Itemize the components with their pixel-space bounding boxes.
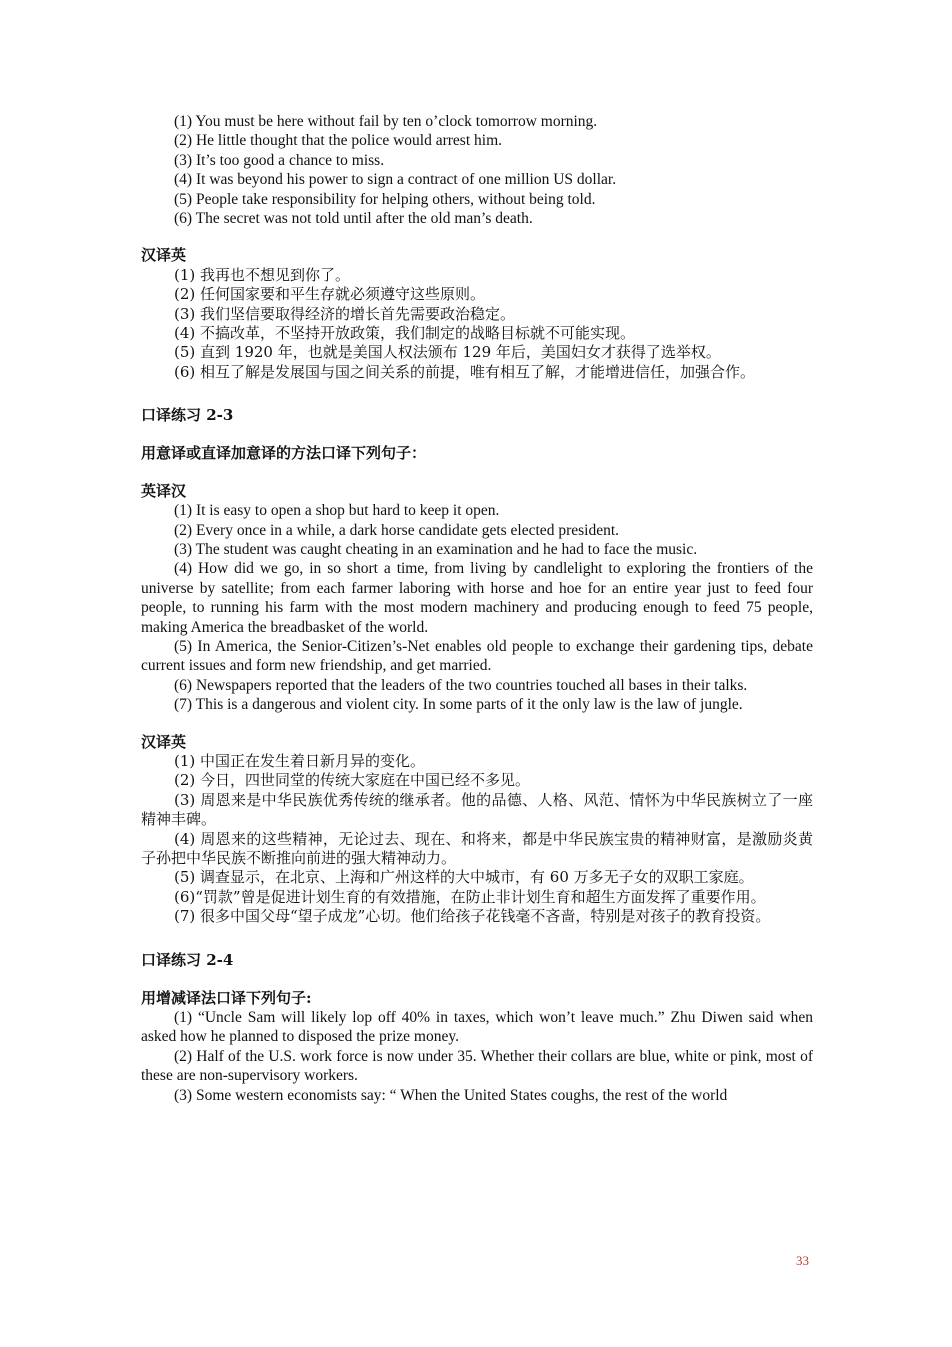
list-item: (4) How did we go, in so short a time, from living by candlelight to exploring the frontiers of the universe by satellite; from each farmer laboring with horse and hoe for an entire year just to feed four people, to running his farm with the most modern machinery and producing enough to feed 75 people, making America the breadbasket of the world. bbox=[141, 560, 813, 636]
list-item: (3) 周恩来是中华民族优秀传统的继承者。他的品德、人格、风范、情怀为中华民族树立了一座精神丰碑。 bbox=[141, 790, 813, 829]
list-item: (4) 周恩来的这些精神，无论过去、现在、和将来，都是中华民族宝贵的精神财富，是激励炎黄子孙把中华民族不断推向前进的强大精神动力。 bbox=[141, 829, 813, 867]
list-item: (2) He little thought that the police would arrest him. bbox=[174, 132, 503, 150]
list-item: (5) 调查显示，在北京、上海和广州这样的大中城市，有 60 万多无子女的双职工家庭。 bbox=[174, 868, 754, 887]
page-number: 33 bbox=[796, 1253, 809, 1268]
list-item: (4) It was beyond his power to sign a contract of one million US dollar. bbox=[174, 171, 617, 189]
c2e-list-1 bbox=[141, 266, 813, 382]
list-item: (4) 不搞改革，不坚持开放政策，我们制定的战略目标就不可能实现。 bbox=[174, 324, 636, 343]
list-item: (1) 中国正在发生着日新月异的变化。 bbox=[174, 751, 426, 770]
list-item: (1) 我再也不想见到你了。 bbox=[174, 265, 351, 284]
list-item: (3) The student was caught cheating in an examination and he had to face the music. bbox=[174, 540, 698, 558]
list-item: (1) “Uncle Sam will likely lop off 40% in taxes, which won’t leave much.” Zhu Diwen said when asked how he planned to disposed the prize money. bbox=[141, 1009, 813, 1046]
section-title-2-4: 口译练习 2-4 bbox=[141, 950, 234, 969]
section-instruction-2-4: 用增减译法口译下列句子: bbox=[141, 988, 312, 1007]
c2e-heading-1: 汉译英 bbox=[141, 246, 187, 265]
list-item: (7) This is a dangerous and violent city. In some parts of it the only law is the law of jungle. bbox=[174, 696, 743, 714]
intro-sentence-list bbox=[141, 112, 813, 228]
list-item: (1) It is easy to open a shop but hard to keep it open. bbox=[174, 502, 500, 520]
list-item: (2) Every once in a while, a dark horse candidate gets elected president. bbox=[174, 521, 620, 539]
list-item: (3) It’s too good a chance to miss. bbox=[174, 151, 385, 169]
list-item: (2) 任何国家要和平生存就必须遵守这些原则。 bbox=[174, 285, 486, 304]
section-title-2-3: 口译练习 2-3 bbox=[141, 406, 234, 425]
list-item: (5) People take responsibility for helping others, without being told. bbox=[174, 190, 596, 208]
list-item: (2) 今日，四世同堂的传统大家庭在中国已经不多见。 bbox=[174, 771, 531, 790]
e2c-heading: 英译汉 bbox=[141, 481, 187, 500]
list-item: (5) In America, the Senior-Citizen’s-Net enables old people to exchange their gardening tips, debate current issues and form new friendship, and get married. bbox=[141, 637, 813, 675]
list-item: (6) 相互了解是发展国与国之间关系的前提，唯有相互了解，才能增进信任，加强合作。 bbox=[174, 362, 756, 381]
document-page bbox=[141, 112, 813, 1105]
list-item: (6) The secret was not told until after the old man’s death. bbox=[174, 210, 533, 228]
list-item: (6)“罚款”曾是促进计划生育的有效措施，在防止非计划生育和超生方面发挥了重要作用。 bbox=[174, 887, 766, 906]
c2e-list-2 bbox=[141, 752, 813, 927]
section-2-4-list bbox=[141, 1008, 813, 1105]
section-instruction-2-3: 用意译或直译加意译的方法口译下列句子： bbox=[141, 444, 427, 463]
c2e-heading-2: 汉译英 bbox=[141, 732, 187, 751]
list-item: (3) 我们坚信要取得经济的增长首先需要政治稳定。 bbox=[174, 304, 516, 323]
list-item: (3) Some western economists say: “ When the United States coughs, the rest of the world bbox=[174, 1086, 728, 1104]
list-item: (5) 直到 1920 年，也就是美国人权法颁布 129 年后，美国妇女才获得了选举权。 bbox=[174, 343, 721, 362]
list-item: (6) Newspapers reported that the leaders of the two countries touched all bases in their talks. bbox=[174, 676, 748, 694]
list-item: (7) 很多中国父母“望子成龙”心切。他们给孩子花钱毫不吝啬，特别是对孩子的教育投资。 bbox=[174, 907, 771, 926]
list-item: (1) You must be here without fail by ten o’clock tomorrow morning. bbox=[174, 113, 598, 130]
list-item: (2) Half of the U.S. work force is now under 35. Whether their collars are blue, white or pink, most of these are non-supervisory workers. bbox=[141, 1047, 813, 1085]
e2c-list bbox=[141, 501, 813, 714]
